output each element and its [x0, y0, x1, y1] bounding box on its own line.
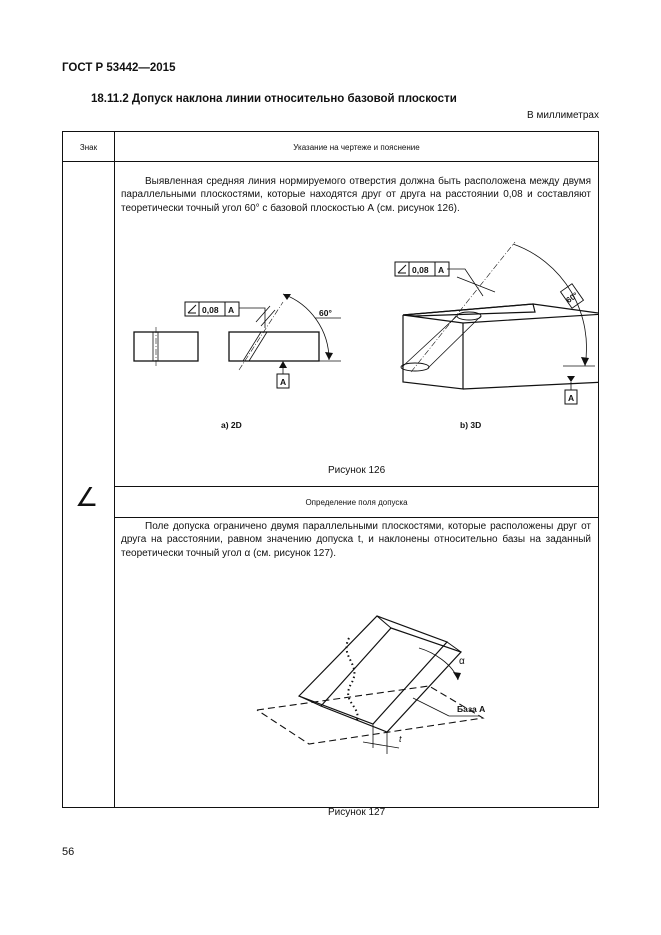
subfigure-2d-label: а) 2D [221, 420, 242, 430]
figure-126-caption: Рисунок 126 [328, 465, 386, 476]
col-header-description: Указание на чертеже и пояснение [293, 143, 420, 152]
standard-id: ГОСТ Р 53442—2015 [62, 62, 176, 74]
tolerance-value-2d: 0,08 [202, 305, 219, 315]
side-view-block [134, 332, 198, 361]
section-title: 18.11.2 Допуск наклона линии относительно базовой плоскости [91, 93, 457, 105]
definition-header: Определение поля допуска [305, 498, 408, 507]
tolerance-value-3d: 0,08 [412, 265, 429, 275]
angularity-sign-icon: ∠ [75, 482, 99, 512]
figure-126 [115, 232, 598, 482]
definition-row-bottom [114, 517, 598, 518]
alpha-label: α [459, 656, 465, 667]
figure-127-caption: Рисунок 127 [328, 807, 386, 818]
definition-row-top [114, 486, 598, 487]
t-label: t [399, 734, 402, 744]
subfigure-3d-label: b) 3D [460, 420, 482, 430]
datum-ref-3d: A [438, 265, 445, 275]
angle-label-3d: 60° [564, 290, 580, 305]
datum-letter-3d: A [568, 393, 575, 403]
drawing-explanation: Выявленная средняя линия нормируемого отверстия должна быть расположена между двумя параллельными плоскостями, которые находятся друг от друга на расстоянии 0,08 и составляют теоретически точный угол 60° с базовой плоскостью А (см. рисунок 126). [121, 176, 591, 214]
angle-label-2d: 60° [319, 308, 332, 318]
spec-table [62, 131, 599, 818]
datum-label: База A [457, 704, 486, 714]
header-row-divider [63, 161, 598, 162]
page-number: 56 [62, 846, 75, 858]
front-view-block [229, 332, 319, 361]
figure-127 [253, 602, 513, 762]
zone-explanation: Поле допуска ограничено двумя параллельными плоскостями, которые расположены друг от друга на расстоянии, равном значению допуска t, и наклонены относительно базы на заданный теоретически точный угол α (см. рисунок 127). [121, 521, 591, 559]
datum-ref-2d: A [228, 305, 235, 315]
col-header-sign: Знак [79, 143, 98, 152]
datum-letter-2d: A [280, 377, 287, 387]
units-note: В миллиметрах [527, 110, 599, 121]
